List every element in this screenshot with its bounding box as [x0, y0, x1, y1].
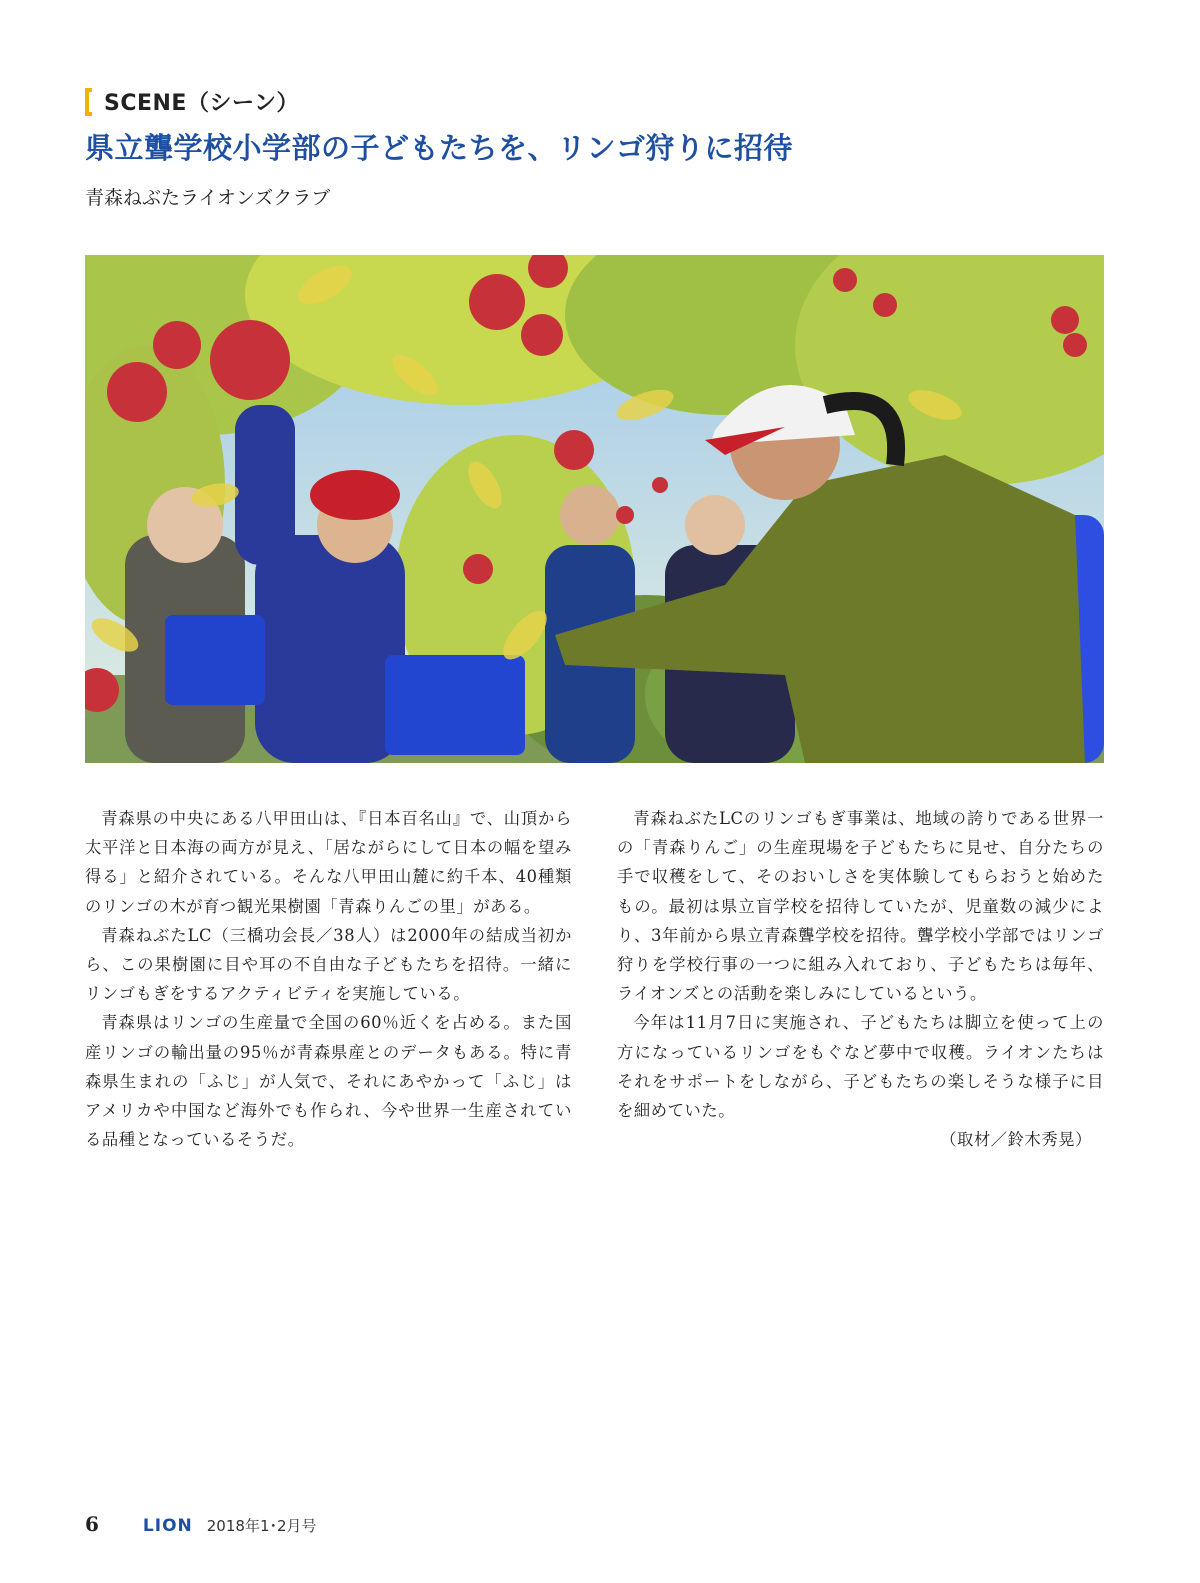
page-footer: [85, 1512, 317, 1540]
article-paragraph: 青森県はリンゴの生産量で全国の60％近くを占める。また国産リンゴの輸出量の95％が青森県産とのデータもある。特に青森県生まれの「ふじ」が人気で、それにあやかって「ふじ」はアメリカや中国など海外でも作られ、今や世界一生産されている品種となっているそうだ。: [85, 1013, 572, 1150]
article-paragraph: 青森ねぶたLC（三橋功会長／38人）は2000年の結成当初から、この果樹園に目や耳の不自由な子どもたちを招待。一緒にリンゴもぎをするアクティビティを実施している。: [85, 925, 572, 1004]
apple-picking-photo: [85, 255, 1104, 763]
article-column-left: [85, 804, 572, 1154]
magazine-name: LION: [142, 1516, 193, 1536]
article-paragraph: 今年は11月7日に実施され、子どもたちは脚立を使って上の方になっているリンゴをもぐなど夢中で収穫。ライオンたちはそれをサポートをしながら、子どもたちの楽しそうな様子に目を細めていた。: [617, 1013, 1104, 1121]
section-label: SCENE（シーン）: [104, 91, 300, 116]
article-headline: 県立聾学校小学部の子どもたちを、リンゴ狩りに招待: [85, 131, 794, 165]
page-number: 6: [85, 1512, 99, 1536]
article-paragraph: 青森県の中央にある八甲田山は、『日本百名山』で、山頂から太平洋と日本海の両方が見え、「居ながらにして日本の幅を望み得る」と紹介されている。そんな八甲田山麓に約千本、40種類のリンゴの木が育つ観光果樹園「青森りんごの里」がある。: [85, 809, 572, 916]
article-credit: （取材／鈴木秀晃）: [940, 1130, 1092, 1150]
photo-illustration: [85, 255, 1104, 763]
club-name: 青森ねぶたライオンズクラブ: [85, 187, 331, 209]
article-paragraph: 青森ねぶたLCのリンゴもぎ事業は、地域の誇りである世界一の「青森りんご」の生産現場を子どもたちに見せ、自分たちの手で収穫をして、そのおいしさを実体験してもらおうと始めたもの。最初は県立盲学校を招待していたが、児童数の減少により、3年前から県立青森聾学校を招待。聾学校小学部ではリンゴ狩りを学校行事の一つに組み入れており、子どもたちは毎年、ライオンズとの活動を楽しみにしているという。: [617, 809, 1104, 1004]
section-bracket: [85, 88, 92, 116]
article-column-right: [617, 804, 1104, 1154]
issue-label: 2018年1･2月号: [206, 1517, 317, 1535]
